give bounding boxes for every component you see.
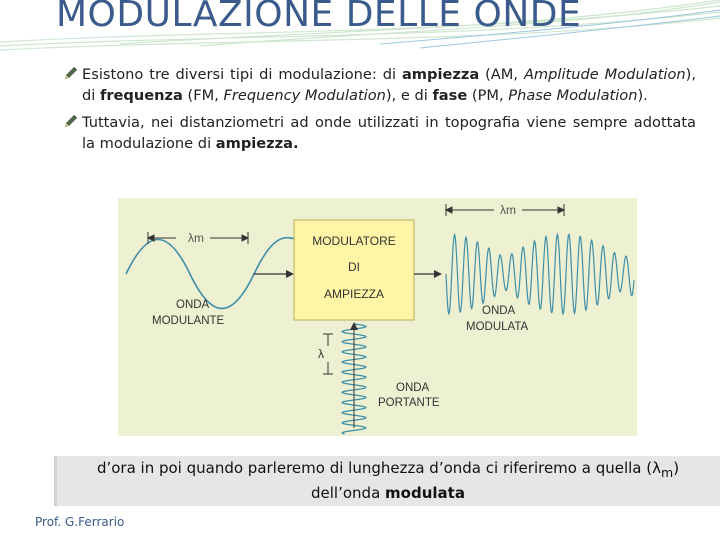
am-diagram [118,198,637,436]
label-onda-portante-2: PORTANTE [378,397,440,409]
bullet-item-topography: Tuttavia, nei distanziometri ad onde utilizzati in topografia viene sempre adottata la modulazione di ampiezza. [62,112,696,154]
note-line-2: dell’onda modulata [311,484,465,502]
page-title: MODULAZIONE DELLE ONDE [56,0,582,35]
note-text [60,458,716,504]
arrow-modulata [414,270,442,278]
box-label-line1: MODULATORE [312,234,396,248]
label-onda-modulata-1: ONDA [482,305,516,317]
lambda-marker [323,334,333,374]
lambda-label: λ [318,347,324,361]
label-onda-modulante-2: MODULANTE [152,315,225,327]
bullet-item-modulation-types: Esistono tre diversi tipi di modulazione: di ampiezza (AM, Amplitude Modulation), di frequenza (FM, Frequency Modulation), e di fase (PM, Phase Modulation). [62,64,696,106]
box-label-line3: AMPIEZZA [323,287,385,301]
pencil-bullet-icon [62,114,78,130]
am-modulation-figure [118,198,637,436]
label-onda-portante-1: ONDA [396,382,430,394]
arrow-modulante [254,270,294,278]
note-line-1: d’ora in poi quando parleremo di lunghezza d’onda ci riferiremo a quella $(\lambda_m)$ [96,459,680,480]
lambda-m-label-left: λm [188,231,204,245]
modulated-wave [446,234,634,314]
label-onda-modulata-2: MODULATA [466,321,529,333]
box-label-line2: DI [348,260,360,274]
pencil-bullet-icon [62,66,78,82]
modulating-wave [126,238,300,309]
footer-author: Prof. G.Ferrario [35,515,125,529]
lambda-m-label-right: λm [500,203,516,217]
bullet-list [62,64,696,160]
label-onda-modulante-1: ONDA [176,299,210,311]
